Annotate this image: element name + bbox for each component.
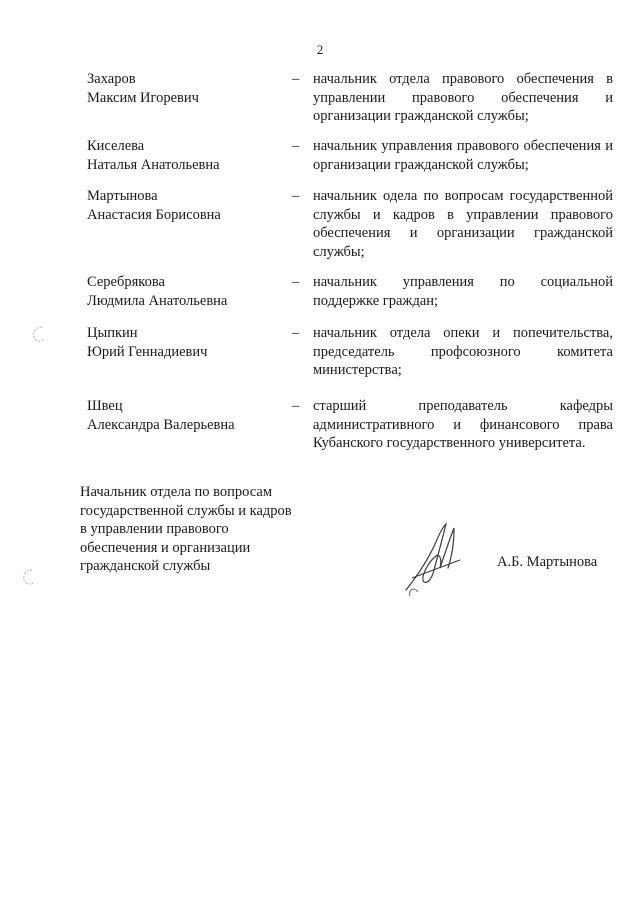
member-name xyxy=(87,273,287,310)
member-position: начальник управления по социальной поддержке граждан; xyxy=(313,274,613,309)
member-name xyxy=(87,324,287,361)
punch-hole-mark xyxy=(22,568,36,586)
dash: – xyxy=(292,138,300,154)
signatory-title-line: Начальник отдела по вопросам xyxy=(80,484,273,500)
member-given-name: Наталья Анатольевна xyxy=(87,156,220,173)
member-name xyxy=(87,187,287,224)
member-position: начальник отдела опеки и попечительства, председатель профсоюзного комитета министерства; xyxy=(313,325,613,378)
member-given-name: Анастасия Борисовна xyxy=(87,206,221,223)
member-surname: Киселева xyxy=(87,138,145,154)
member-given-name: Максим Игоревич xyxy=(87,89,199,106)
signatory-title-line: государственной службы и кадров xyxy=(80,502,292,519)
member-name xyxy=(87,397,287,434)
signatory-name: А.Б. Мартынова xyxy=(497,554,598,570)
member-surname: Швец xyxy=(87,398,123,414)
signatory-title-line: обеспечения и организации xyxy=(80,539,251,556)
member-given-name: Александра Валерьевна xyxy=(87,416,235,433)
member-surname: Серебрякова xyxy=(87,274,165,290)
member-name xyxy=(87,137,287,174)
dash: – xyxy=(292,325,300,341)
dash: – xyxy=(292,398,300,414)
member-surname: Мартынова xyxy=(87,188,158,204)
page-number: 2 xyxy=(316,42,324,57)
member-position: старший преподаватель кафедры административного и финансового права Кубанского государственного университета. xyxy=(313,398,613,451)
member-surname: Цыпкин xyxy=(87,325,138,341)
signatory-title xyxy=(80,483,320,576)
signatory-title-line: в управлении правового xyxy=(80,521,229,537)
dash: – xyxy=(292,274,300,290)
dash: – xyxy=(292,188,300,204)
signatory-title-line: гражданской службы xyxy=(80,558,211,574)
punch-hole-mark xyxy=(32,325,46,343)
member-position: начальник отдела правового обеспечения в управлении правового обеспечения и организации гражданской службы; xyxy=(313,71,613,124)
handwritten-signature xyxy=(398,520,468,600)
member-position: начальник одела по вопросам государственной службы и кадров в управлении правового обеспечения и организации гражданской службы; xyxy=(313,188,613,260)
member-given-name: Юрий Геннадиевич xyxy=(87,343,208,360)
dash: – xyxy=(292,71,300,87)
member-given-name: Людмила Анатольевна xyxy=(87,292,228,309)
member-position: начальник управления правового обеспечения и организации гражданской службы; xyxy=(313,138,613,173)
member-surname: Захаров xyxy=(87,71,136,87)
member-name xyxy=(87,70,287,107)
